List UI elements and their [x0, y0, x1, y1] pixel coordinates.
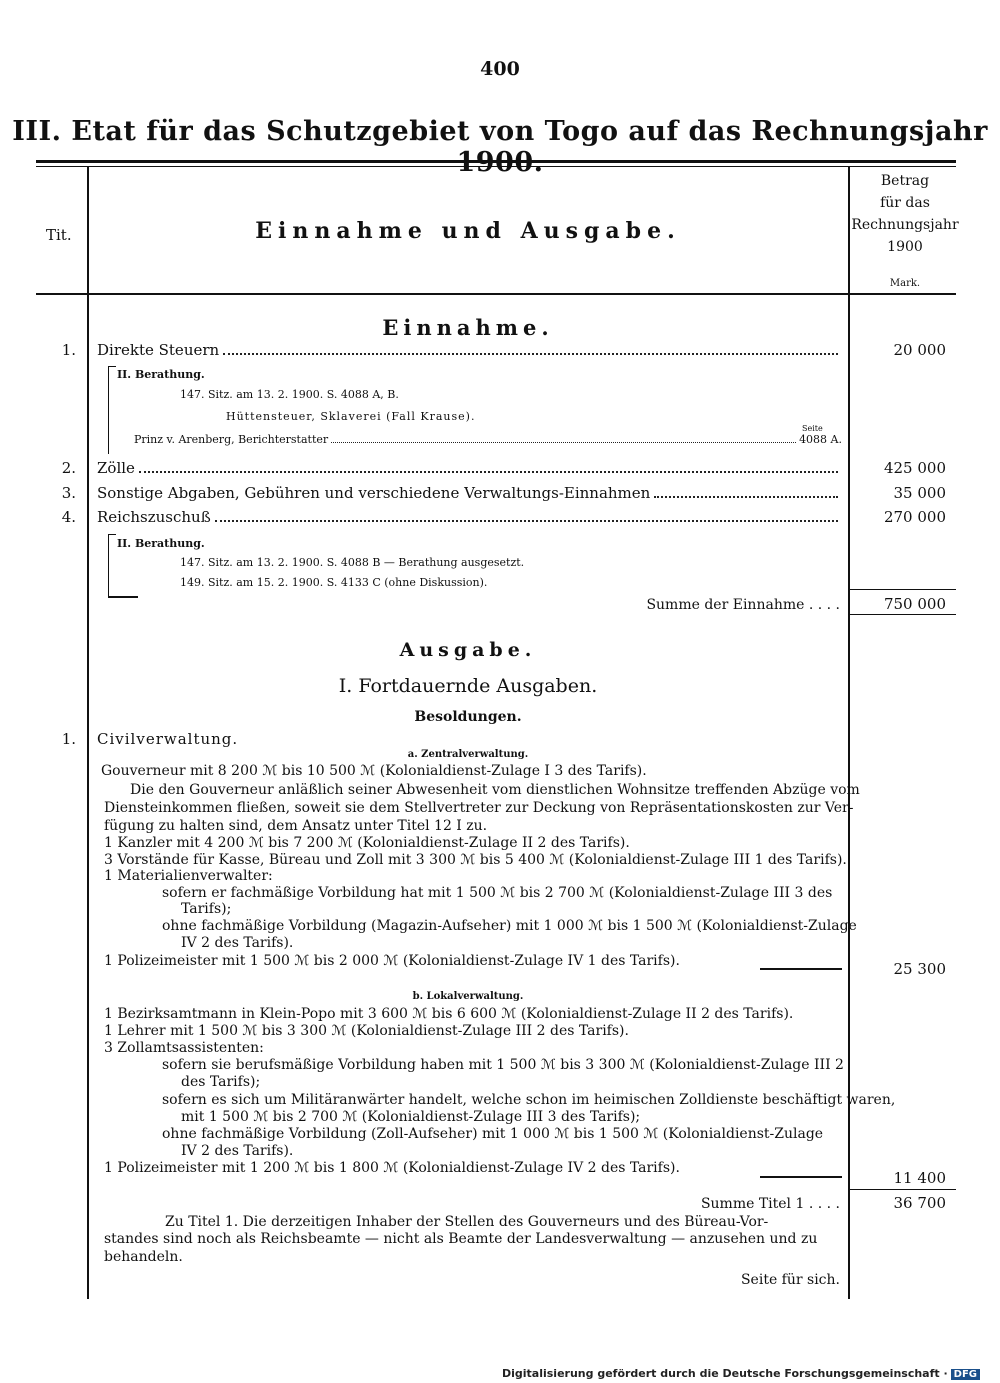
note-line-berichterstatter — [134, 433, 842, 446]
body-line: sofern es sich um Militäranwärter handelt, welche schon im heimischen Zolldienste beschäftigt waren, — [162, 1092, 896, 1108]
row-label — [97, 459, 842, 477]
leader-dots — [223, 352, 838, 355]
sum-rule — [850, 1189, 956, 1190]
row-label-text: Sonstige Abgaben, Gebühren und verschiedene Verwaltungs-Einnahmen — [97, 484, 651, 502]
titel-sum-amount: 36 700 — [893, 1194, 946, 1212]
body-line: Diensteinkommen fließen, soweit sie dem Stellvertreter zur Deckung von Repräsentationskosten zur Ver- — [104, 800, 854, 816]
note-ref: 4088 A. — [799, 433, 842, 446]
sum-rule — [850, 614, 956, 615]
seite-fuer-sich: Seite für sich. — [740, 1272, 840, 1288]
row-number: 2. — [61, 459, 76, 477]
row-number: 4. — [61, 508, 76, 526]
body-line: fügung zu halten sind, dem Ansatz unter Titel 12 I zu. — [104, 818, 488, 834]
note-line: behandeln. — [104, 1249, 183, 1265]
row-label-text: Direkte Steuern — [97, 341, 220, 359]
leader-dots — [215, 519, 838, 522]
body-line: 1 Materialienverwalter: — [104, 868, 273, 884]
note-line: 149. Sitz. am 15. 2. 1900. S. 4133 C (ohne Diskussion). — [180, 576, 488, 589]
body-line: des Tarifs); — [181, 1074, 261, 1090]
row-amount: 35 000 — [893, 484, 946, 502]
body-line: Gouverneur mit 8 200 ℳ bis 10 500 ℳ (Kolonialdienst-Zulage I 3 des Tarifs). — [101, 763, 647, 779]
row-amount: 270 000 — [883, 508, 946, 526]
note-line: 147. Sitz. am 13. 2. 1900. S. 4088 B — Berathung ausgesetzt. — [180, 556, 525, 569]
ausgabe-heading: Ausgabe. — [399, 639, 537, 661]
titel-sum-label: Summe Titel 1 . . . . — [700, 1196, 840, 1212]
top-rule-thin — [36, 166, 956, 167]
footer-text: Digitalisierung gefördert durch die Deutsche Forschungsgemeinschaft · — [501, 1367, 948, 1380]
row-amount: 20 000 — [893, 341, 946, 359]
header-tit: Tit. — [46, 226, 72, 244]
note-line: standes sind noch als Reichsbeamte — nicht als Beamte der Landesverwaltung — anzusehen und zu — [104, 1231, 818, 1247]
body-line: ohne fachmäßige Vorbildung (Magazin-Aufseher) mit 1 000 ℳ bis 1 500 ℳ (Kolonialdienst-Zulage — [162, 918, 857, 934]
subtotal-rule — [760, 1176, 842, 1178]
header-main: Einnahme und Ausgabe. — [255, 218, 681, 244]
section-a-amount: 25 300 — [893, 960, 946, 978]
row-number: 1. — [61, 341, 76, 359]
body-line: 3 Zollamtsassistenten: — [104, 1040, 264, 1056]
sum-rule — [850, 589, 956, 590]
note-bracket-bottom — [108, 596, 138, 598]
note-line: 147. Sitz. am 13. 2. 1900. S. 4088 A, B. — [180, 388, 399, 401]
row-label — [97, 508, 842, 526]
header-betrag-line: 1900 — [887, 239, 923, 255]
column-divider-right — [848, 167, 850, 1299]
note-seite: Seite — [802, 424, 823, 433]
body-line: 3 Vorstände für Kasse, Büreau und Zoll mit 3 300 ℳ bis 5 400 ℳ (Kolonialdienst-Zulage III 1 des Tarifs). — [104, 852, 847, 868]
page-title: III. Etat für das Schutzgebiet von Togo auf das Rechnungsjahr — [12, 116, 988, 147]
titel-label: Civilverwaltung. — [97, 730, 239, 748]
leader-dots — [654, 495, 838, 498]
titel-number: 1. — [61, 730, 76, 748]
section-b-amount: 11 400 — [893, 1169, 946, 1187]
body-line: Tarifs); — [181, 901, 232, 917]
note-bracket-top — [108, 534, 116, 535]
note-line: Zu Titel 1. Die derzeitigen Inhaber der Stellen des Gouverneurs und des Büreau-Vor- — [165, 1214, 769, 1230]
body-line: IV 2 des Tarifs). — [181, 935, 294, 951]
note-head: II. Berathung. — [117, 368, 205, 381]
body-line: 1 Polizeimeister mit 1 200 ℳ bis 1 800 ℳ (Kolonialdienst-Zulage IV 2 des Tarifs). — [104, 1160, 680, 1176]
row-label-text: Zölle — [97, 459, 135, 477]
leader-dots — [139, 470, 838, 473]
note-head: II. Berathung. — [117, 537, 205, 550]
body-line: ohne fachmäßige Vorbildung (Zoll-Aufseher) mit 1 000 ℳ bis 1 500 ℳ (Kolonialdienst-Zulage — [162, 1126, 824, 1142]
body-line: sofern sie berufsmäßige Vorbildung haben mit 1 500 ℳ bis 3 300 ℳ (Kolonialdienst-Zulage III 2 — [162, 1057, 844, 1073]
note-line: Hüttensteuer, Sklaverei (Fall Krause). — [226, 410, 476, 423]
body-line: 1 Kanzler mit 4 200 ℳ bis 7 200 ℳ (Kolonialdienst-Zulage II 2 des Tarifs). — [104, 835, 630, 851]
section-a-head: a. Zentralverwaltung. — [407, 749, 529, 760]
header-betrag-line: für das — [880, 195, 930, 211]
body-line: mit 1 500 ℳ bis 2 700 ℳ (Kolonialdienst-Zulage III 3 des Tarifs); — [181, 1109, 641, 1125]
leader-dots — [331, 442, 796, 443]
row-label-text: Reichszuschuß — [97, 508, 211, 526]
body-line: IV 2 des Tarifs). — [181, 1143, 294, 1159]
footer — [502, 1367, 980, 1380]
einnahme-heading: Einnahme. — [382, 315, 554, 340]
section-b-head: b. Lokalverwaltung. — [412, 991, 524, 1002]
body-line: 1 Bezirksamtmann in Klein-Popo mit 3 600 ℳ bis 6 600 ℳ (Kolonialdienst-Zulage II 2 des Tarifs). — [104, 1006, 794, 1022]
besoldungen-heading: Besoldungen. — [414, 709, 522, 725]
body-line: Die den Gouverneur anläßlich seiner Abwesenheit vom dienstlichen Wohnsitze treffenden Abzüge vom — [130, 782, 860, 798]
header-betrag-line: Betrag — [880, 173, 930, 189]
page-number: 400 — [480, 58, 520, 80]
note-bracket-top — [108, 366, 116, 367]
body-line: sofern er fachmäßige Vorbildung hat mit 1 500 ℳ bis 2 700 ℳ (Kolonialdienst-Zulage III 3 des — [162, 885, 833, 901]
einnahme-sum-label: Summe der Einnahme . . . . — [646, 597, 840, 613]
row-number: 3. — [61, 484, 76, 502]
note-line-text: Prinz v. Arenberg, Berichterstatter — [134, 433, 329, 446]
einnahme-sum-amount: 750 000 — [883, 595, 946, 613]
row-label — [97, 341, 842, 359]
note-bracket — [108, 366, 109, 454]
body-line: 1 Lehrer mit 1 500 ℳ bis 3 300 ℳ (Kolonialdienst-Zulage III 2 des Tarifs). — [104, 1023, 629, 1039]
row-amount: 425 000 — [883, 459, 946, 477]
ausgabe-subheading: I. Fortdauernde Ausgaben. — [338, 675, 598, 697]
dfg-logo: DFG — [951, 1369, 980, 1380]
header-betrag-line: Rechnungsjahr — [851, 217, 959, 233]
header-betrag — [850, 170, 960, 258]
note-bracket — [108, 534, 109, 596]
header-mark: Mark. — [889, 278, 921, 289]
body-line: 1 Polizeimeister mit 1 500 ℳ bis 2 000 ℳ (Kolonialdienst-Zulage IV 1 des Tarifs). — [104, 953, 680, 969]
subtotal-rule — [760, 968, 842, 970]
row-label — [97, 484, 842, 502]
header-rule — [36, 293, 956, 295]
top-rule — [36, 160, 956, 163]
